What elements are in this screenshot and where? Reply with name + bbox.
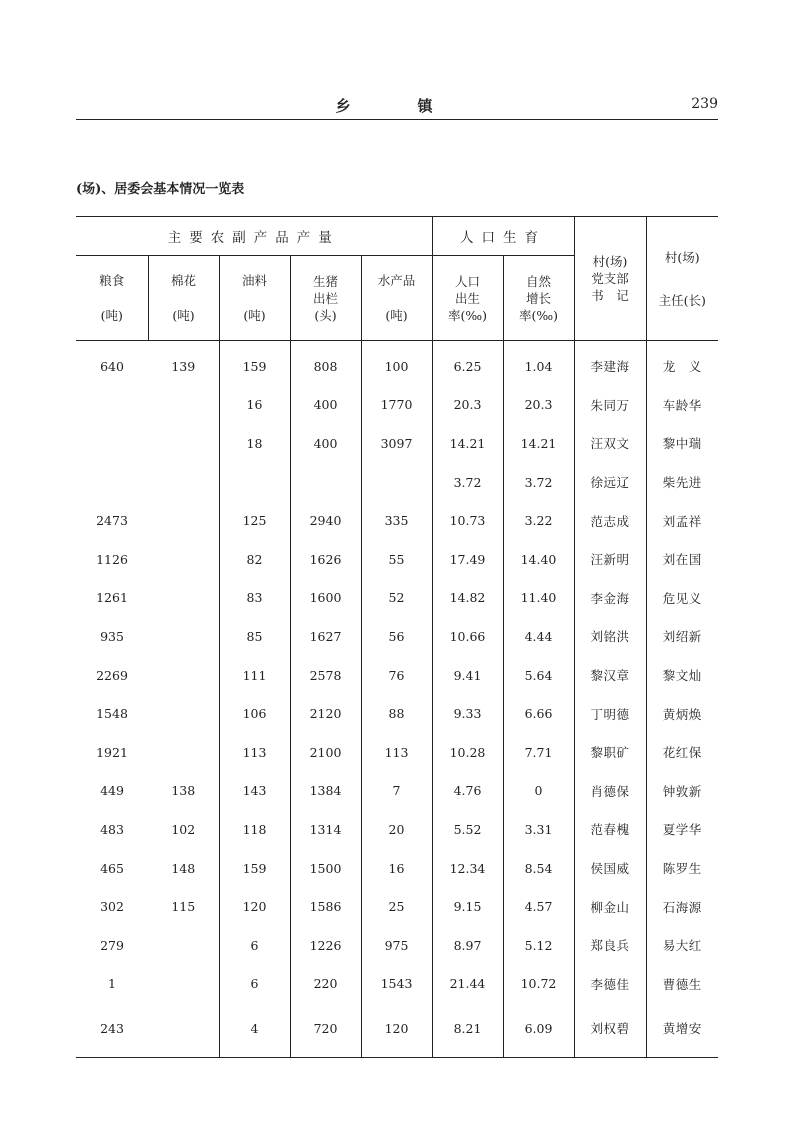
cell-cotton	[148, 617, 219, 656]
table-row	[76, 810, 718, 849]
cell-oil: 118	[219, 810, 290, 849]
table-row	[76, 501, 718, 540]
cell-director: 曹德生	[662, 976, 702, 992]
cell-aquatic: 16	[361, 849, 432, 888]
cell-birth-rate: 14.21	[432, 424, 503, 463]
header-secretary-line3: 书 记	[591, 288, 629, 303]
cell-birth-rate: 14.82	[432, 579, 503, 618]
table-row	[76, 424, 718, 463]
cell-birth-rate: 8.97	[432, 926, 503, 965]
cell-cotton	[148, 733, 219, 772]
header-oil-unit: (吨)	[243, 308, 266, 323]
cell-director: 黄炳焕	[662, 706, 702, 722]
cell-oil: 18	[219, 424, 290, 463]
header-cotton-line1: 棉花	[170, 273, 196, 288]
table-row	[76, 926, 718, 965]
cell-grain: 465	[100, 860, 124, 876]
header-director-line1: 村(场)	[664, 249, 700, 265]
header-birth-rate	[432, 256, 503, 341]
cell-cotton	[148, 965, 219, 1004]
cell-secretary: 侯国威	[574, 849, 646, 888]
cell-director: 柴先进	[662, 475, 702, 491]
cell-growth-rate: 14.40	[503, 540, 574, 579]
cell-director: 刘在国	[662, 552, 702, 568]
cell-pigs: 220	[290, 965, 361, 1004]
cell-grain: 1548	[96, 706, 128, 722]
cell-growth-rate: 3.72	[503, 463, 574, 502]
cell-oil: 4	[219, 1003, 290, 1058]
cell-director: 钟敦新	[662, 783, 702, 799]
cell-secretary: 刘权碧	[574, 1003, 646, 1058]
cell-director: 黎文灿	[662, 668, 702, 684]
cell-growth-rate: 10.72	[503, 965, 574, 1004]
cell-aquatic: 335	[361, 501, 432, 540]
cell-grain: 243	[100, 1020, 124, 1036]
table-row	[76, 540, 718, 579]
header-pigs-line2: 出栏	[312, 290, 338, 306]
cell-oil: 16	[219, 386, 290, 425]
cell-grain	[76, 463, 148, 502]
cell-growth-rate: 14.21	[503, 424, 574, 463]
cell-growth-rate: 4.57	[503, 887, 574, 926]
cell-cotton	[148, 694, 219, 733]
cell-oil: 159	[219, 341, 290, 386]
table-row	[76, 694, 718, 733]
cell-secretary: 李德佳	[574, 965, 646, 1004]
page-number: 239	[691, 96, 718, 112]
header-secretary-line1: 村(场)	[592, 254, 628, 269]
cell-birth-rate: 9.41	[432, 656, 503, 695]
cell-growth-rate: 6.66	[503, 694, 574, 733]
cell-cotton	[148, 540, 219, 579]
cell-aquatic: 52	[361, 579, 432, 618]
cell-growth-rate: 4.44	[503, 617, 574, 656]
header-birth-rate-unit: 率(‰)	[447, 307, 488, 323]
cell-oil: 120	[219, 887, 290, 926]
cell-aquatic: 1770	[361, 386, 432, 425]
cell-pigs: 1627	[290, 617, 361, 656]
cell-director: 易大红	[662, 938, 702, 954]
cell-growth-rate: 7.71	[503, 733, 574, 772]
header-group-row	[76, 217, 718, 256]
cell-aquatic	[361, 463, 432, 502]
cell-secretary: 汪双文	[574, 424, 646, 463]
header-secretary-line2: 党支部	[591, 271, 629, 286]
cell-pigs: 1600	[290, 579, 361, 618]
cell-birth-rate: 5.52	[432, 810, 503, 849]
cell-aquatic: 76	[361, 656, 432, 695]
header-aquatic-line1: 水产品	[377, 273, 416, 288]
cell-aquatic: 1543	[361, 965, 432, 1004]
table-caption: (场)、居委会基本情况一览表	[76, 182, 245, 197]
cell-cotton: 138	[148, 772, 219, 811]
cell-growth-rate: 3.31	[503, 810, 574, 849]
cell-cotton: 102	[148, 810, 219, 849]
cell-cotton	[148, 656, 219, 695]
cell-aquatic: 56	[361, 617, 432, 656]
cell-cotton	[148, 579, 219, 618]
cell-pigs: 808	[290, 341, 361, 386]
cell-pigs: 2578	[290, 656, 361, 695]
cell-secretary: 汪新明	[574, 540, 646, 579]
running-title: 乡 镇	[335, 97, 459, 115]
cell-aquatic: 120	[361, 1003, 432, 1058]
cell-secretary: 黎汉章	[574, 656, 646, 695]
cell-director: 夏学华	[662, 822, 702, 838]
table-row	[76, 386, 718, 425]
header-secretary	[574, 217, 646, 341]
header-grain-line1: 粮食	[99, 273, 125, 288]
cell-oil: 6	[219, 926, 290, 965]
cell-grain: 1921	[96, 744, 128, 760]
table-row	[76, 772, 718, 811]
cell-pigs: 1500	[290, 849, 361, 888]
cell-birth-rate: 9.33	[432, 694, 503, 733]
cell-director: 车龄华	[662, 397, 702, 413]
running-head	[76, 95, 718, 120]
group-header-pop: 人口生育	[432, 217, 574, 256]
cell-pigs: 1586	[290, 887, 361, 926]
header-growth-rate-unit: 率(‰)	[518, 307, 559, 323]
cell-birth-rate: 10.28	[432, 733, 503, 772]
cell-grain: 1	[108, 976, 116, 992]
cell-grain: 302	[100, 899, 124, 915]
group-header-agri: 主要农副产品产量	[76, 217, 432, 256]
cell-grain: 1126	[96, 551, 128, 567]
cell-cotton	[148, 386, 219, 425]
cell-aquatic: 113	[361, 733, 432, 772]
cell-pigs	[290, 463, 361, 502]
cell-secretary: 范志成	[574, 501, 646, 540]
cell-birth-rate: 3.72	[432, 463, 503, 502]
cell-growth-rate: 5.12	[503, 926, 574, 965]
cell-pigs: 1384	[290, 772, 361, 811]
cell-oil: 159	[219, 849, 290, 888]
cell-pigs: 1226	[290, 926, 361, 965]
cell-oil	[219, 463, 290, 502]
cell-oil: 82	[219, 540, 290, 579]
cell-oil: 111	[219, 656, 290, 695]
table-row	[76, 579, 718, 618]
header-birth-rate-line2: 出生	[454, 290, 480, 306]
header-growth-rate	[503, 256, 574, 341]
cell-grain: 449	[100, 783, 124, 799]
cell-grain: 2269	[96, 667, 128, 683]
cell-pigs: 2940	[290, 501, 361, 540]
cell-oil: 113	[219, 733, 290, 772]
header-aquatic-unit: (吨)	[385, 308, 408, 323]
cell-oil: 143	[219, 772, 290, 811]
cell-director: 危见义	[662, 590, 702, 606]
cell-grain: 483	[100, 821, 124, 837]
cell-pigs: 720	[290, 1003, 361, 1058]
cell-pigs: 400	[290, 386, 361, 425]
cell-growth-rate: 8.54	[503, 849, 574, 888]
table-header	[76, 217, 718, 341]
cell-secretary: 李金海	[574, 579, 646, 618]
cell-grain	[76, 386, 148, 425]
header-cotton	[148, 256, 219, 341]
table-row	[76, 849, 718, 888]
header-pigs	[290, 256, 361, 341]
cell-cotton	[148, 501, 219, 540]
cell-grain	[76, 424, 148, 463]
cell-secretary: 徐远辽	[574, 463, 646, 502]
cell-aquatic: 975	[361, 926, 432, 965]
cell-grain: 640	[100, 358, 124, 374]
cell-birth-rate: 8.21	[432, 1003, 503, 1058]
cell-growth-rate: 0	[503, 772, 574, 811]
cell-oil: 125	[219, 501, 290, 540]
cell-aquatic: 55	[361, 540, 432, 579]
table-row	[76, 463, 718, 502]
table-row	[76, 341, 718, 386]
cell-birth-rate: 21.44	[432, 965, 503, 1004]
cell-cotton	[148, 1003, 219, 1058]
cell-secretary: 刘铭洪	[574, 617, 646, 656]
header-grain	[76, 256, 148, 341]
table-row	[76, 1003, 718, 1058]
header-pigs-line1: 生猪	[312, 273, 338, 289]
cell-growth-rate: 20.3	[503, 386, 574, 425]
cell-birth-rate: 6.25	[432, 341, 503, 386]
cell-secretary: 郑良兵	[574, 926, 646, 965]
cell-birth-rate: 12.34	[432, 849, 503, 888]
cell-secretary: 范春槐	[574, 810, 646, 849]
header-grain-unit: (吨)	[100, 308, 123, 323]
cell-cotton	[148, 424, 219, 463]
cell-secretary: 李建海	[574, 341, 646, 386]
cell-birth-rate: 20.3	[432, 386, 503, 425]
cell-secretary: 柳金山	[574, 887, 646, 926]
cell-oil: 106	[219, 694, 290, 733]
cell-secretary: 黎职矿	[574, 733, 646, 772]
cell-aquatic: 88	[361, 694, 432, 733]
cell-aquatic: 25	[361, 887, 432, 926]
cell-oil: 83	[219, 579, 290, 618]
cell-director: 石海源	[662, 899, 702, 915]
cell-secretary: 丁明德	[574, 694, 646, 733]
header-cotton-unit: (吨)	[172, 308, 195, 323]
header-growth-rate-line2: 增长	[525, 290, 551, 306]
cell-grain: 935	[100, 628, 124, 644]
header-pigs-unit: (头)	[314, 307, 337, 323]
cell-aquatic: 7	[361, 772, 432, 811]
cell-grain: 1261	[96, 590, 128, 606]
cell-cotton	[148, 463, 219, 502]
cell-director: 龙 义	[662, 359, 702, 375]
cell-aquatic: 3097	[361, 424, 432, 463]
cell-cotton: 115	[148, 887, 219, 926]
cell-grain: 279	[100, 937, 124, 953]
cell-growth-rate: 5.64	[503, 656, 574, 695]
cell-oil: 6	[219, 965, 290, 1004]
header-oil-line1: 油料	[241, 273, 267, 288]
cell-pigs: 400	[290, 424, 361, 463]
table-row	[76, 733, 718, 772]
cell-director: 刘孟祥	[662, 513, 702, 529]
cell-director: 刘绍新	[662, 629, 702, 645]
cell-director: 陈罗生	[662, 861, 702, 877]
header-aquatic	[361, 256, 432, 341]
cell-aquatic: 100	[361, 341, 432, 386]
table-row	[76, 656, 718, 695]
table-body	[76, 341, 718, 1058]
header-director	[646, 217, 718, 341]
cell-birth-rate: 9.15	[432, 887, 503, 926]
header-oil	[219, 256, 290, 341]
cell-birth-rate: 10.73	[432, 501, 503, 540]
header-growth-rate-line1: 自然	[525, 273, 551, 289]
cell-aquatic: 20	[361, 810, 432, 849]
cell-secretary: 朱同万	[574, 386, 646, 425]
cell-growth-rate: 1.04	[503, 341, 574, 386]
cell-growth-rate: 3.22	[503, 501, 574, 540]
table-row	[76, 617, 718, 656]
cell-pigs: 1626	[290, 540, 361, 579]
cell-grain: 2473	[96, 513, 128, 529]
cell-birth-rate: 4.76	[432, 772, 503, 811]
cell-director: 黄增安	[662, 1021, 702, 1037]
cell-secretary: 肖德保	[574, 772, 646, 811]
cell-director: 花红保	[662, 745, 702, 761]
table-row	[76, 887, 718, 926]
cell-birth-rate: 17.49	[432, 540, 503, 579]
table-row	[76, 965, 718, 1004]
cell-oil: 85	[219, 617, 290, 656]
village-stats-table	[76, 216, 718, 1058]
cell-cotton: 139	[148, 341, 219, 386]
cell-cotton: 148	[148, 849, 219, 888]
cell-growth-rate: 6.09	[503, 1003, 574, 1058]
cell-director: 黎中瑞	[662, 436, 702, 452]
cell-birth-rate: 10.66	[432, 617, 503, 656]
cell-growth-rate: 11.40	[503, 579, 574, 618]
header-birth-rate-line1: 人口	[454, 273, 480, 289]
cell-cotton	[148, 926, 219, 965]
cell-pigs: 1314	[290, 810, 361, 849]
cell-pigs: 2100	[290, 733, 361, 772]
header-director-line2: 主任(长)	[658, 292, 706, 308]
cell-pigs: 2120	[290, 694, 361, 733]
